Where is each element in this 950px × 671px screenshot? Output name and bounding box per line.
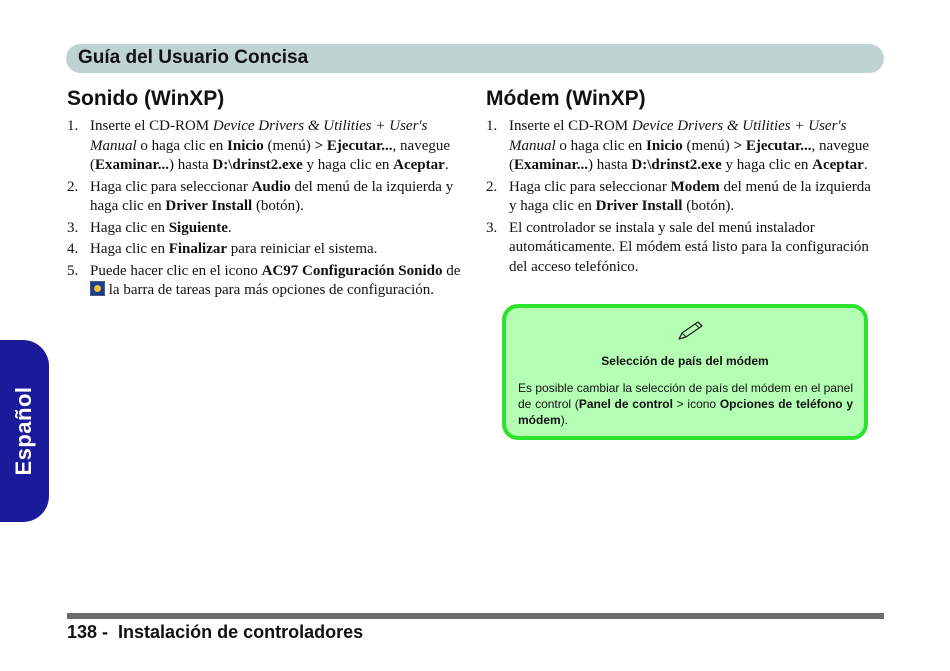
modem-section — [486, 86, 882, 279]
note-text: Es posible cambiar la selección de país del módem en el panel de control (Panel de control > icono Opciones de teléfono y módem). — [518, 381, 854, 427]
list-item: 3. Haga clic en Siguiente. — [67, 219, 232, 236]
audio-config-icon — [90, 281, 105, 296]
list-item: 2. Haga clic para seleccionar Modem del menú de la izquierda y haga clic en Driver Install (botón). — [486, 178, 871, 214]
list-item: 1. Inserte el CD-ROM Device Drivers & Utilities + User's Manual o haga clic en Inicio (menú) > Ejecutar..., navegue (Examinar...) hasta D:\drinst2.exe y haga clic en Aceptar. — [67, 118, 451, 173]
modem-heading: Módem (WinXP) — [486, 87, 646, 110]
modem-steps — [486, 117, 882, 277]
language-tab-label: Español — [11, 386, 36, 476]
list-item: 4. Haga clic en Finalizar para reiniciar el sistema. — [67, 241, 378, 257]
list-item: 5. Puede hacer clic en el icono AC97 Configuración Sonido de la barra de tareas para más opciones de configuración. — [67, 262, 461, 298]
footer-rule — [67, 613, 884, 619]
sound-section — [67, 86, 463, 303]
list-item: 1. Inserte el CD-ROM Device Drivers & Utilities + User's Manual o haga clic en Inicio (menú) > Ejecutar..., navegue (Examinar...) hasta D:\drinst2.exe y haga clic en Aceptar. — [486, 118, 870, 173]
list-item: 2. Haga clic para seleccionar Audio del menú de la izquierda y haga clic en Driver Install (botón). — [67, 178, 454, 214]
page-number: 138 - — [67, 622, 109, 642]
footer — [67, 621, 363, 643]
pencil-icon — [676, 320, 704, 342]
note-box — [502, 304, 868, 440]
note-title: Selección de país del módem — [601, 354, 769, 368]
sound-heading: Sonido (WinXP) — [67, 87, 225, 110]
header-title: Guía del Usuario Concisa — [78, 47, 309, 68]
sound-steps — [67, 117, 463, 301]
chapter-title: Instalación de controladores — [118, 622, 364, 642]
list-item: 3. El controlador se instala y sale del menú instalador automáticamente. El módem está listo para la configuración del acceso telefónico. — [486, 219, 869, 275]
